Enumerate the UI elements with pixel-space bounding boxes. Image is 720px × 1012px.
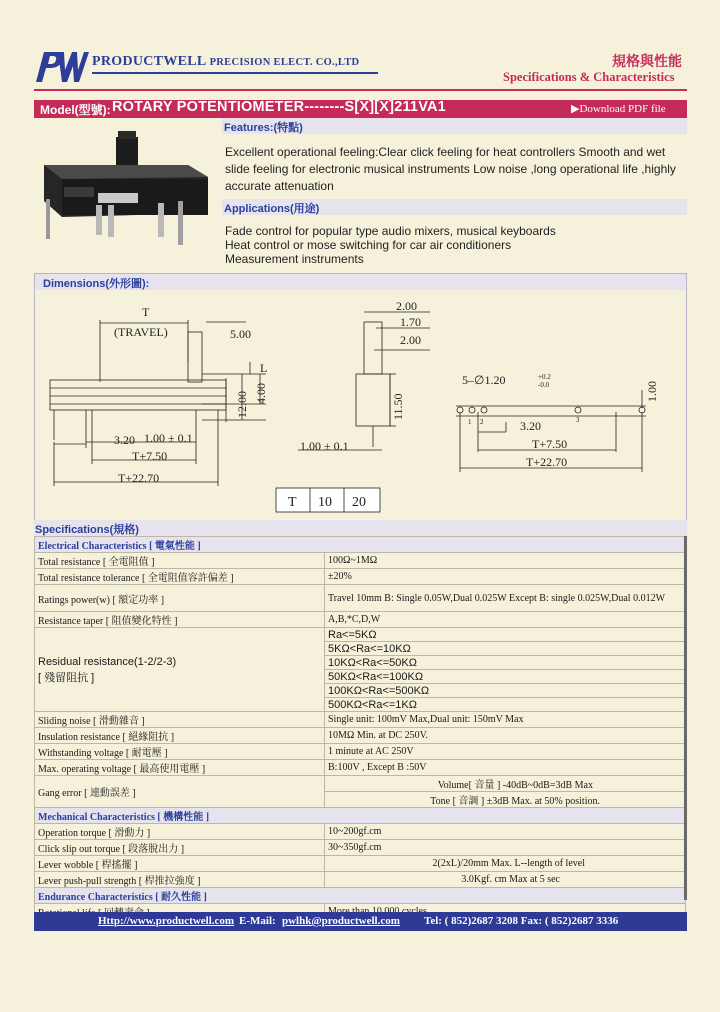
spec-scroll-edge	[684, 536, 687, 900]
dim-label-11.50: 11.50	[391, 393, 405, 420]
dim-label-4.00: 4.00	[254, 383, 268, 404]
dim-label-tol-up: +0.2	[538, 373, 551, 381]
features-text: Excellent operational feeling:Clear click feeling for heat controllers Smooth and wet slide feeling for electronic musical instruments Low noise ,long operational life ,highly accurate attenuation	[225, 145, 676, 193]
dim-label-T+7.50: T+7.50	[132, 449, 168, 463]
table-row: Gang error [ 連動誤差 ] Volume[ 音量 ] -40dB~0dB=3dB Max	[35, 776, 686, 792]
dim-label-2.00b: 2.00	[400, 333, 421, 347]
pin-label-3: 3	[576, 416, 580, 424]
header-divider	[34, 89, 687, 91]
features-heading: Features:(特點)	[222, 118, 687, 134]
table-row: 10KΩ<Ra<=50KΩ	[35, 656, 686, 670]
dim-label-tol-dn: -0.0	[538, 381, 550, 389]
table-row: Max. operating voltage [ 最高使用電壓 ] B:100V , Except B :50V	[35, 760, 686, 776]
spec-title: Specifications & Characteristics	[503, 70, 675, 84]
dim-label-T: T	[142, 305, 150, 319]
table-row: Lever push-pull strength [ 桿推拉強度 ] 3.0Kgf. cm Max at 5 sec	[35, 872, 686, 888]
pin-label-1: 1	[468, 418, 472, 426]
table-row: Lever wobble [ 桿搖擺 ] 2(2xL)/20mm Max. L--length of level	[35, 856, 686, 872]
table-row: Total resistance tolerance [ 全電阻值容許偏差 ] ±20%	[35, 569, 686, 585]
table-row: 50KΩ<Ra<=100KΩ	[35, 670, 686, 684]
dim-label-1.00pm2: 1.00 ± 0.1	[300, 439, 349, 453]
download-pdf-link[interactable]: ▶Download PDF file	[571, 103, 666, 115]
dim-label-L: L	[260, 361, 268, 375]
table-row: Electrical Characteristics [ 電氣性能 ]	[35, 537, 686, 553]
table-row: Total resistance [ 全電阻值 ] 100Ω~1MΩ	[35, 553, 686, 569]
table-row: Ratings power(w) [ 額定功率 ] Travel 10mm B: Single 0.05W,Dual 0.025W Except B: single 0.025W,Dual 0.012W	[35, 585, 686, 612]
dim-label-5.00: 5.00	[230, 327, 251, 341]
email-link[interactable]: pwlhk@productwell.com	[282, 915, 400, 927]
table-row: Residual resistance(1-2/2-3) [ 殘留阻抗 ] Ra<=5KΩ	[35, 628, 686, 642]
dimension-drawing	[36, 292, 684, 518]
dim-label-rT+22.70: T+22.70	[526, 455, 568, 469]
dim-label-r3.20: 3.20	[520, 419, 541, 433]
dim-label-2.00a: 2.00	[396, 299, 417, 313]
table-row: Sliding noise [ 滑動雜音 ] Single unit: 100mV Max,Dual unit: 150mV Max	[35, 712, 686, 728]
model-name: ROTARY POTENTIOMETER--------S[X][X]211VA1	[112, 99, 446, 115]
travel-table-head: T	[288, 495, 297, 510]
table-row: Mechanical Characteristics [ 機構性能 ]	[35, 808, 686, 824]
logo-underline	[92, 72, 378, 74]
table-row: 100KΩ<Ra<=500KΩ	[35, 684, 686, 698]
dim-label-12.00: 12.00	[235, 391, 249, 418]
company-logo	[34, 50, 90, 84]
table-row: 500KΩ<Ra<=1KΩ	[35, 698, 686, 712]
applications-list	[225, 224, 687, 266]
cn-title: 規格與性能	[612, 54, 682, 70]
table-row: Endurance Characteristics [ 耐久性能 ]	[35, 888, 686, 904]
table-row: Insulation resistance [ 絕緣阻抗 ] 10MΩ Min. at DC 250V.	[35, 728, 686, 744]
product-photo	[38, 125, 216, 255]
company-name: PRODUCTWELL PRECISION ELECT. CO.,LTD	[92, 54, 360, 69]
footer-bar	[34, 912, 687, 931]
table-row: 5KΩ<Ra<=10KΩ	[35, 642, 686, 656]
website-link[interactable]: Http://www.productwell.com	[98, 915, 235, 927]
list-item: Heat control or mose switching for car air conditioners	[225, 238, 512, 252]
dim-label-rT+7.50: T+7.50	[532, 437, 568, 451]
dim-label-1.70: 1.70	[400, 315, 421, 329]
dim-label-1.00pm: 1.00 ± 0.1	[144, 431, 193, 445]
table-row: Withstanding voltage [ 耐電壓 ] 1 minute at AC 250V	[35, 744, 686, 760]
table-row: Resistance taper [ 阻值變化特性 ] A,B,*C,D,W	[35, 612, 686, 628]
travel-table-10: 10	[318, 495, 332, 510]
dim-label-T+22.70: T+22.70	[118, 471, 160, 485]
list-item: Fade control for popular type audio mixers, musical keyboards	[225, 224, 556, 238]
dim-label-1.00v: 1.00	[645, 381, 659, 402]
contact-info: Tel: ( 852)2687 3208 Fax: ( 852)2687 3336	[424, 915, 619, 927]
travel-table-20: 20	[352, 495, 366, 510]
table-row: Click slip out torque [ 段落脫出力 ] 30~350gf.cm	[35, 840, 686, 856]
table-row: Tone [ 音調 ] ±3dB Max. at 50% position.	[35, 792, 686, 808]
dimensions-heading: Dimensions(外形圖):	[35, 274, 686, 290]
table-row: Operation torque [ 滑動力 ] 10~200gf.cm	[35, 824, 686, 840]
email-label: E-Mail:	[239, 915, 276, 927]
dim-label-travel: (TRAVEL)	[114, 325, 168, 339]
specifications-heading: Specifications(規格)	[34, 520, 687, 536]
model-label: Model(型號):	[40, 103, 111, 117]
spec-table	[34, 536, 686, 920]
dim-label-holes: 5–∅1.20	[462, 373, 506, 387]
list-item: Measurement instruments	[225, 252, 364, 266]
applications-heading: Applications(用途)	[222, 199, 687, 215]
dim-label-3.20: 3.20	[114, 433, 135, 447]
pin-label-2: 2	[480, 418, 484, 426]
